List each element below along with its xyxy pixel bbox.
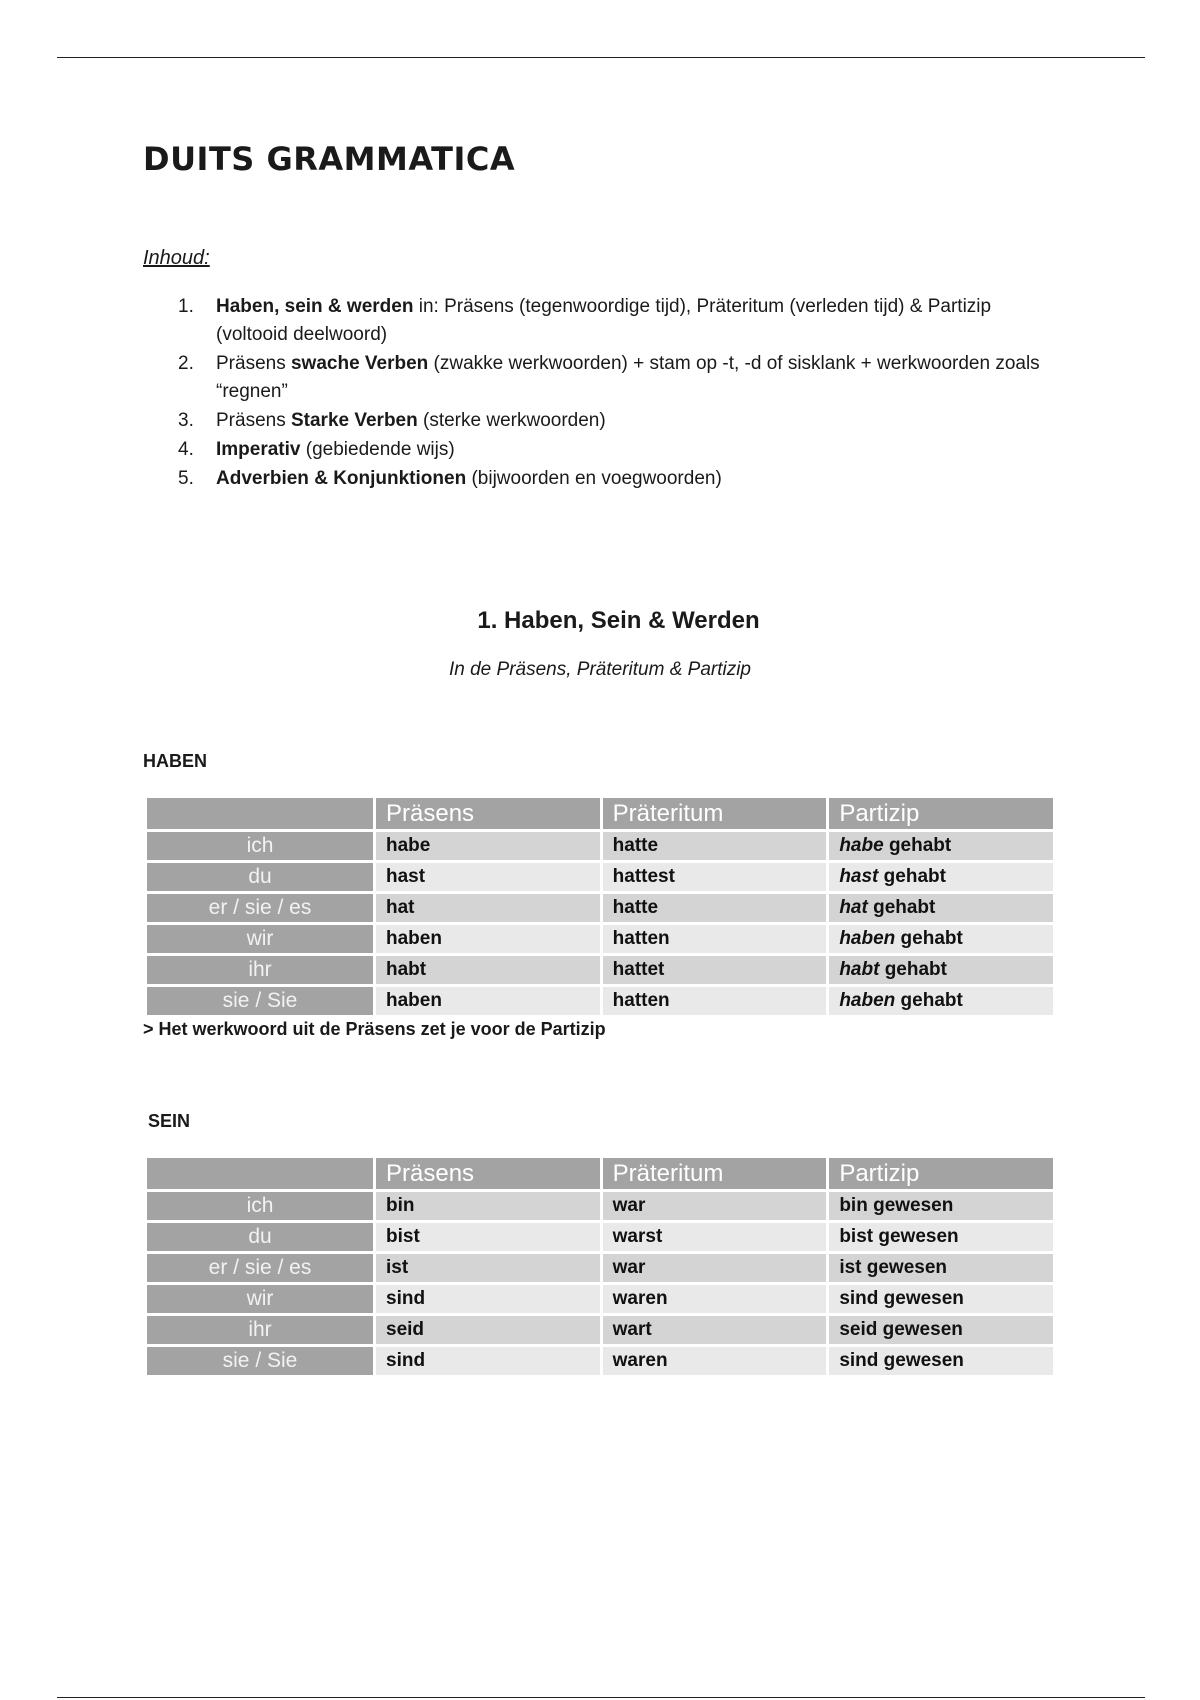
partizip-cell [829,863,1053,891]
praesens-cell: sind [376,1285,600,1313]
praesens-cell: haben [376,925,600,953]
partizip-cell: sind gewesen [829,1285,1053,1313]
toc-bold-text: Adverbien & Konjunktionen [216,468,467,489]
toc-item-text [216,407,1058,435]
praeteritum-cell: hattet [603,956,827,984]
toc-item-text [216,465,1058,493]
partizip-cell: seid gewesen [829,1316,1053,1344]
header-cell-empty [147,1158,373,1189]
praesens-cell: habe [376,832,600,860]
toc-plain-text: (zwakke werkwoorden) + stam op -t, -d of sisklank + werkwoorden zoals “regnen” [216,353,1040,402]
table-header-row [147,798,1053,829]
praeteritum-cell: hattest [603,863,827,891]
toc-plain-text: (bijwoorden en voegwoorden) [466,468,722,489]
praesens-cell: bin [376,1192,600,1220]
praeteritum-cell: waren [603,1347,827,1375]
toc-item [178,350,1058,406]
table-row [147,832,1053,860]
partizip-cell [829,987,1053,1015]
praeteritum-cell: wart [603,1316,827,1344]
partizip-cell: sind gewesen [829,1347,1053,1375]
partizip-cell [829,894,1053,922]
toc-heading: Inhoud: [143,247,210,269]
partizip-verb: haben [839,928,896,949]
toc-item-number: 5. [178,468,194,489]
haben-label: HABEN [143,751,208,771]
praeteritum-cell: hatte [603,832,827,860]
header-cell-partizip: Partizip [829,798,1053,829]
partizip-cell [829,832,1053,860]
partizip-verb: habt [839,959,880,980]
praesens-cell: ist [376,1254,600,1282]
praeteritum-cell: hatten [603,987,827,1015]
haben-table [144,795,1056,1018]
top-rule [57,57,1145,58]
praeteritum-cell: hatten [603,925,827,953]
partizip-verb: haben [839,990,896,1011]
section-subtitle: In de Präsens, Präteritum & Partizip [448,659,751,680]
partizip-rest: gehabt [895,990,963,1011]
partizip-cell: ist gewesen [829,1254,1053,1282]
table-row [147,956,1053,984]
toc-item-text [216,350,1058,406]
praesens-cell: sind [376,1347,600,1375]
table-row [147,1223,1053,1251]
toc-plain-text: in: Präsens (tegenwoordige tijd), Präteritum (verleden tijd) & Partizip (voltooid deelwoord) [216,296,992,345]
table-row [147,987,1053,1015]
pronoun-cell: wir [147,1285,373,1313]
partizip-rest: gehabt [883,835,952,856]
table-row [147,1192,1053,1220]
partizip-rest: gehabt [879,959,947,980]
toc-item-number: 4. [178,439,194,460]
partizip-verb: hast [839,866,879,887]
table-row [147,894,1053,922]
praesens-cell: bist [376,1223,600,1251]
praesens-cell: seid [376,1316,600,1344]
header-cell-praesens: Präsens [376,1158,600,1189]
toc-item-text [216,293,1058,349]
partizip-cell [829,925,1053,953]
table-row [147,1285,1053,1313]
praeteritum-cell: war [603,1192,827,1220]
haben-note: > Het werkwoord uit de Präsens zet je voor de Partizip [143,1019,606,1039]
document-title: DUITS GRAMMATICA [143,140,516,178]
pronoun-cell: sie / Sie [147,1347,373,1375]
pronoun-cell: sie / Sie [147,987,373,1015]
partizip-rest: gehabt [867,897,936,918]
partizip-rest: gehabt [878,866,946,887]
toc-item [178,465,1058,493]
toc-item-number: 1. [178,296,194,317]
toc-item-number: 2. [178,353,194,374]
toc-bold-text: Imperativ [216,439,301,460]
toc-bold-text: Starke Verben [290,410,418,431]
partizip-rest: gehabt [895,928,963,949]
toc-bold-text: swache Verben [290,353,429,374]
partizip-cell [829,956,1053,984]
toc-item [178,436,1058,464]
toc-item-number: 3. [178,410,194,431]
toc-item-text [216,436,1058,464]
table-row [147,1347,1053,1375]
toc-item [178,293,1058,349]
praeteritum-cell: waren [603,1285,827,1313]
praesens-cell: hat [376,894,600,922]
toc-item [178,407,1058,435]
table-row [147,925,1053,953]
pronoun-cell: ich [147,832,373,860]
table-header-row [147,1158,1053,1189]
section-title: 1. Haben, Sein & Werden [477,607,760,634]
header-cell-praeteritum: Präteritum [603,1158,827,1189]
table-row [147,1316,1053,1344]
pronoun-cell: du [147,1223,373,1251]
header-cell-praesens: Präsens [376,798,600,829]
toc-plain-text: Präsens [216,410,291,431]
toc-bold-text: Haben, sein & werden [216,296,414,317]
pronoun-cell: du [147,863,373,891]
pronoun-cell: ich [147,1192,373,1220]
partizip-verb: habe [839,835,884,856]
sein-label: SEIN [148,1111,191,1131]
header-cell-praeteritum: Präteritum [603,798,827,829]
pronoun-cell: ihr [147,1316,373,1344]
praeteritum-cell: war [603,1254,827,1282]
toc-plain-text: (sterke werkwoorden) [417,410,606,431]
partizip-cell: bist gewesen [829,1223,1053,1251]
praeteritum-cell: hatte [603,894,827,922]
header-cell-empty [147,798,373,829]
pronoun-cell: er / sie / es [147,894,373,922]
partizip-verb: hat [839,897,868,918]
toc-plain-text: (gebiedende wijs) [300,439,455,460]
bottom-rule [57,1697,1145,1698]
table-row [147,863,1053,891]
pronoun-cell: wir [147,925,373,953]
praesens-cell: hast [376,863,600,891]
table-row [147,1254,1053,1282]
praeteritum-cell: warst [603,1223,827,1251]
header-cell-partizip: Partizip [829,1158,1053,1189]
toc-plain-text: Präsens [216,353,291,374]
sein-table [144,1155,1056,1378]
partizip-cell: bin gewesen [829,1192,1053,1220]
table-of-contents [178,293,1058,494]
praesens-cell: habt [376,956,600,984]
pronoun-cell: ihr [147,956,373,984]
praesens-cell: haben [376,987,600,1015]
pronoun-cell: er / sie / es [147,1254,373,1282]
